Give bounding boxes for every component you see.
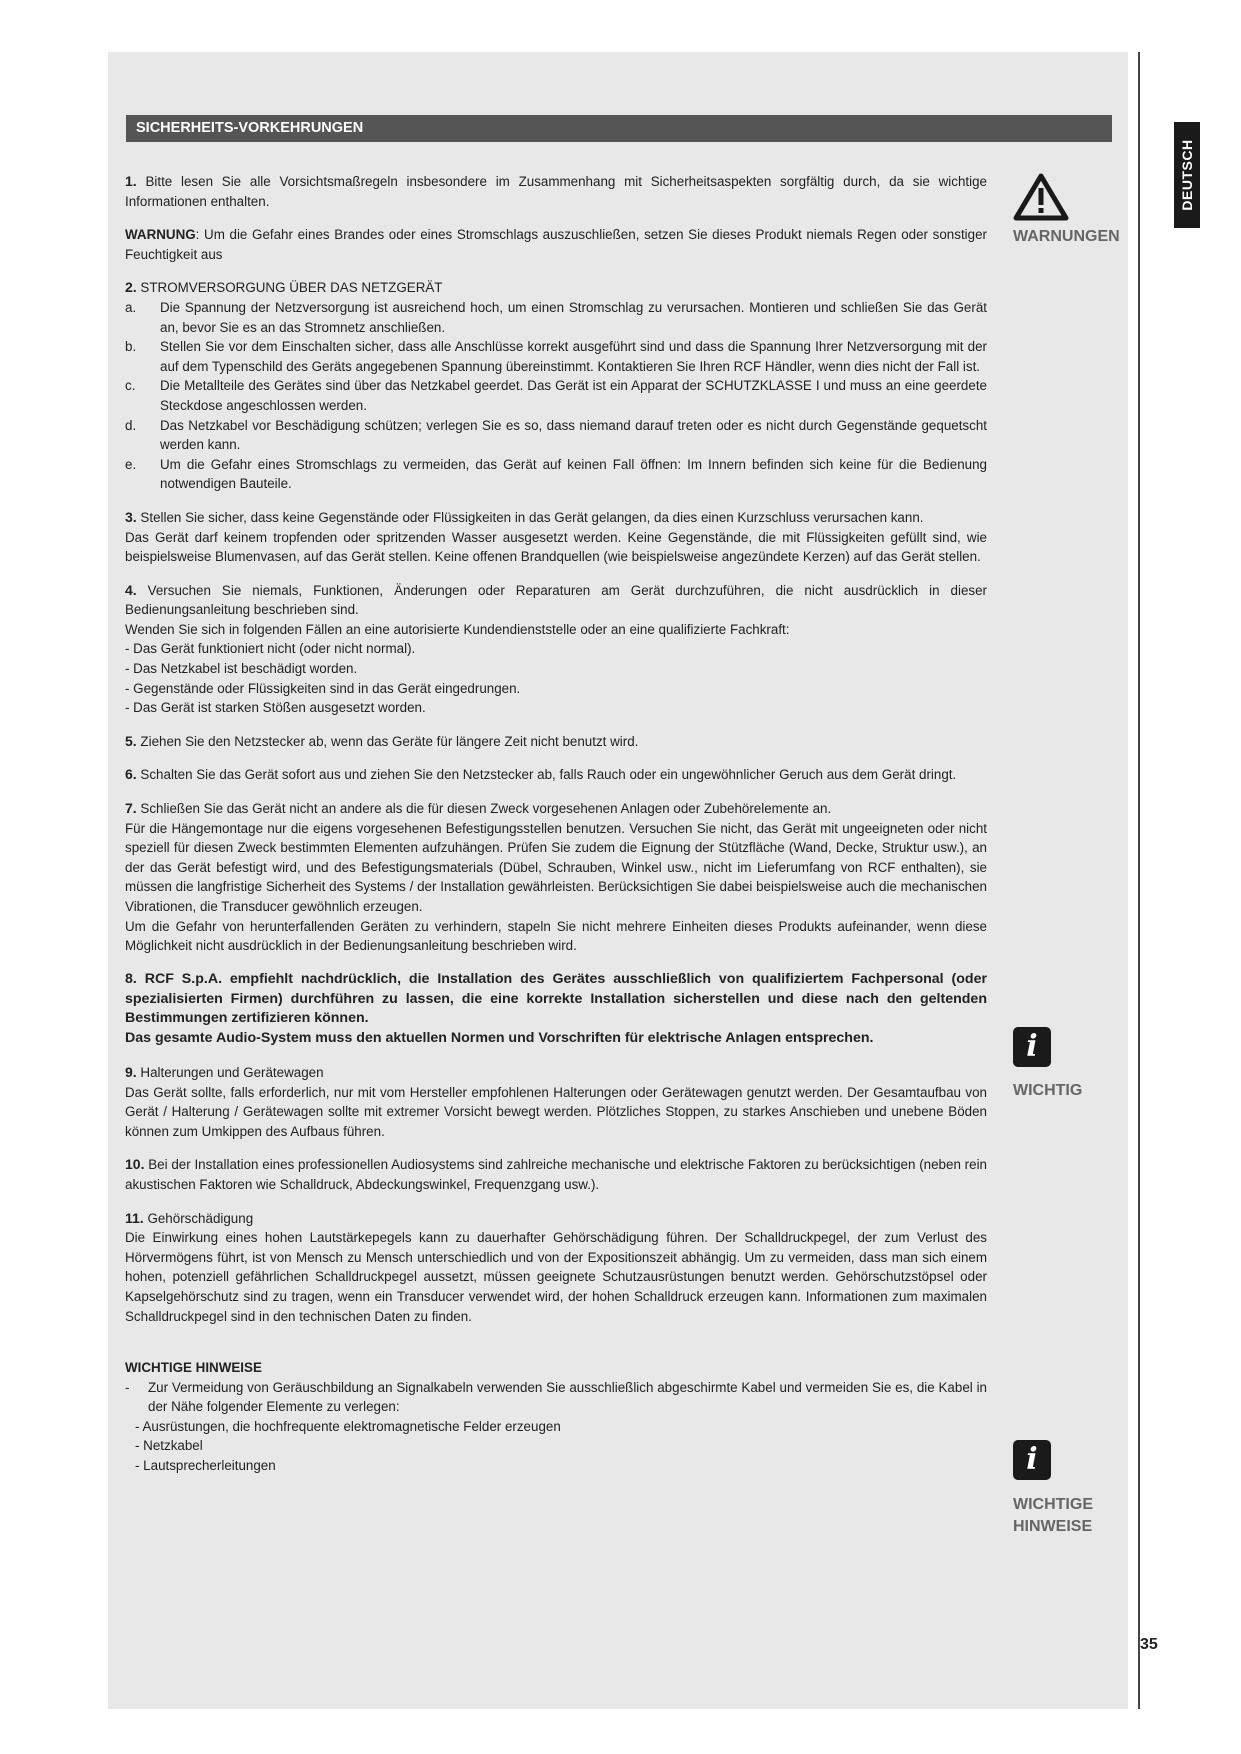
language-tab — [1174, 122, 1200, 228]
section-9-text: Das Gerät sollte, falls erforderlich, nur mit vom Hersteller empfohlenen Halterungen oder Gerätewagen genutzt werden. Der Gesamtaufbau von Gerät / Halterung / Gerätewagen sollte mit extremer Vorsicht bewegt werden. Plötzliches Stoppen, zu starkes Anschieben und unebene Böden können zum Umkippen des Aufbaus führen. — [125, 1084, 987, 1139]
section-11-text: Die Einwirkung eines hohen Lautstärkepegels kann zu dauerhafter Gehörschädigung führen. Der Schalldruckpegel, der zum Verlust des Hörvermögens führt, ist von Mensch zu Mensch unterschiedlich und von der Expositionszeit abhängig. Um zu vermeiden, dass man sich einem hohen, potenziell gefährlichen Schalldruckpegel aussetzt, müssen geeignete Schutzausrüstungen benutzt werden. Gehörschutzstöpsel oder Kapselgehörschutz sind zu tragen, wenn ein Transducer verwendet wird, der hohen Schalldruck erzeugen kann. Informationen zum maximalen Schalldruckpegel sind in den technischen Daten zu finden. — [125, 1230, 987, 1324]
list-item: - Netzkabel — [135, 1438, 203, 1454]
list-item: - Lautsprecherleitungen — [135, 1458, 276, 1474]
list-item: - Zur Vermeidung von Geräuschbildung an Signalkabeln verwenden Sie ausschließlich abgeschirmte Kabel und vermeiden Sie es, die Kabel in der Nähe folgender Elemente zu verlegen: — [125, 1379, 987, 1415]
section-3: 3. Stellen Sie sicher, dass keine Gegenstände oder Flüssigkeiten in das Gerät gelangen, da dies einen Kurzschluss verursachen kann. — [125, 508, 924, 525]
wichtig-label: WICHTIG — [1013, 1082, 1083, 1099]
list-item: d. Das Netzkabel vor Beschädigung schützen; verlegen Sie es so, dass niemand darauf treten oder es nicht durch Gegenstände gequetscht werden kann. — [125, 417, 987, 453]
list-item: a. Die Spannung der Netzversorgung ist ausreichend hoch, um einen Stromschlag zu verursachen. Montieren und schließen Sie das Gerät an, bevor Sie es an das Stromnetz anschließen. — [125, 299, 987, 335]
list-item: - Ausrüstungen, die hochfrequente elektromagnetische Felder erzeugen — [135, 1418, 561, 1434]
wichtige-hinweise-label-line2: HINWEISE — [1013, 1518, 1093, 1535]
margin-divider — [1138, 52, 1140, 1709]
list-item: e. Um die Gefahr eines Stromschlags zu vermeiden, das Gerät auf keinen Fall öffnen: Im Innern befinden sich keine für die Bedienung notwendigen Bauteile. — [125, 456, 987, 492]
list-item: c. Die Metallteile des Gerätes sind über das Netzkabel geerdet. Das Gerät ist ein Apparat der SCHUTZKLASSE I und muss an eine geerdete Steckdose angeschlossen werden. — [125, 378, 987, 413]
section-11-title: 11. Gehörschädigung — [125, 1209, 254, 1226]
safety-content — [125, 172, 987, 1476]
section-2-title: 2. STROMVERSORGUNG ÜBER DAS NETZGERÄT — [125, 279, 443, 296]
section-2-list — [125, 298, 987, 494]
list-item: - Gegenstände oder Flüssigkeiten sind in das Gerät eingedrungen. — [125, 680, 521, 696]
section-3-text: Das Gerät darf keinem tropfenden oder spritzenden Wasser ausgesetzt werden. Keine Gegenstände, die mit Flüssigkeiten gefüllt sind, wie beispielsweise Blumenvasen, auf das Gerät stellen. Keine offenen Brandquellen (wie beispielsweise angezündete Kerzen) auf das Gerät stellen. — [125, 529, 987, 565]
list-item: b. Stellen Sie vor dem Einschalten sicher, dass alle Anschlüsse korrekt ausgeführt sind und dass die Spannung Ihrer Netzversorgung mit der auf dem Typenschild des Geräts angegebenen Spannung übereinstimmt. Kontaktieren Sie Ihren RCF Händler, wenn dies nicht der Fall ist. — [125, 339, 987, 374]
language-tab-label: DEUTSCH — [1179, 139, 1195, 211]
warning-paragraph: WARNUNG: Um die Gefahr eines Brandes oder eines Stromschlags auszuschließen, setzen Sie dieses Produkt niemals Regen oder sonstiger Feuchtigkeit aus — [125, 227, 987, 262]
section-4-text: Wenden Sie sich in folgenden Fällen an eine autorisierte Kundendienststelle oder an eine qualifizierte Fachkraft: — [125, 621, 790, 637]
section-7: 7. Schließen Sie das Gerät nicht an andere als die für diesen Zweck vorgesehenen Anlagen oder Zubehörelemente an. — [125, 800, 832, 817]
warning-triangle-icon — [1013, 172, 1069, 227]
section-6: 6. Schalten Sie das Gerät sofort aus und ziehen Sie den Netzstecker ab, falls Rauch oder ein ungewöhnlicher Geruch aus dem Gerät dringt. — [125, 766, 957, 783]
list-item: - Das Gerät funktioniert nicht (oder nicht normal). — [125, 641, 416, 657]
notes-list — [125, 1378, 987, 1417]
section-4: 4. Versuchen Sie niemals, Funktionen, Änderungen oder Reparaturen am Gerät durchzuführen, die nicht ausdrücklich in dieser Bedienungsanleitung beschrieben sind. — [125, 581, 987, 618]
notes-title: WICHTIGE HINWEISE — [125, 1360, 262, 1376]
section-1: 1. Bitte lesen Sie alle Vorsichtsmaßregeln insbesondere im Zusammenhang mit Sicherheitsaspekten sorgfältig durch, da sie wichtige Informationen enthalten. — [125, 173, 987, 209]
section-7-text: Um die Gefahr von herunterfallenden Geräten zu verhindern, stapeln Sie nicht mehrere Einheiten dieses Produkts aufeinander, wenn diese Möglichkeit nicht ausdrücklich in der Bedienungsanleitung beschrieben wird. — [125, 918, 987, 954]
section-header: SICHERHEITS-VORKEHRUNGEN — [126, 115, 1112, 142]
list-item: - Das Netzkabel ist beschädigt worden. — [125, 661, 358, 677]
wichtige-hinweise-label-line1: WICHTIGE — [1013, 1496, 1093, 1513]
section-9-title: 9. Halterungen und Gerätewagen — [125, 1063, 324, 1080]
section-5: 5. Ziehen Sie den Netzstecker ab, wenn das Geräte für längere Zeit nicht benutzt wird. — [125, 732, 639, 749]
section-8: 8. RCF S.p.A. empfiehlt nachdrücklich, die Installation des Gerätes ausschließlich von qualifiziertem Fachpersonal (oder spezialisierten Firmen) durchführen zu lassen, die eine korrekte Installation sicherstellen und diese nach den geltenden Bestimmungen zertifizieren können. — [125, 970, 987, 1027]
warnungen-label: WARNUNGEN — [1013, 228, 1120, 245]
page-number: 35 — [1140, 1636, 1158, 1653]
section-7-text: Für die Hängemontage nur die eigens vorgesehenen Befestigungsstellen benutzen. Versuchen Sie nicht, das Gerät mit ungeeigneten oder nicht speziell für diesen Zweck bestimmten Elementen aufzuhängen. Prüfen Sie zudem die Eignung der Stützfläche (Wand, Decke, Struktur usw.), an der das Gerät befestigt wird, und des Befestigungsmaterials (Dübel, Schrauben, Winkel usw., nicht im Lieferumfang von RCF enthalten), sie müssen die langfristige Sicherheit des Systems / der Installation gewährleisten. Berücksichtigen Sie dabei beispielsweise auch die mechanischen Vibrationen, die Transducer gewöhnlich erzeugen. — [125, 820, 987, 914]
section-10: 10. Bei der Installation eines professionellen Audiosystems sind zahlreiche mechanische und elektrische Faktoren zu berücksichtigen (neben rein akustischen Faktoren wie Schalldruck, Abdeckungswinkel, Frequenzgang usw.). — [125, 1156, 987, 1192]
list-item: - Das Gerät ist starken Stößen ausgesetzt worden. — [125, 700, 426, 716]
wichtige-hinweise-label — [1013, 1494, 1093, 1538]
info-icon: i — [1013, 1027, 1051, 1067]
info-icon: i — [1013, 1440, 1051, 1480]
section-8-text: Das gesamte Audio-System muss den aktuellen Normen und Vorschriften für elektrische Anlagen entsprechen. — [125, 1030, 874, 1047]
